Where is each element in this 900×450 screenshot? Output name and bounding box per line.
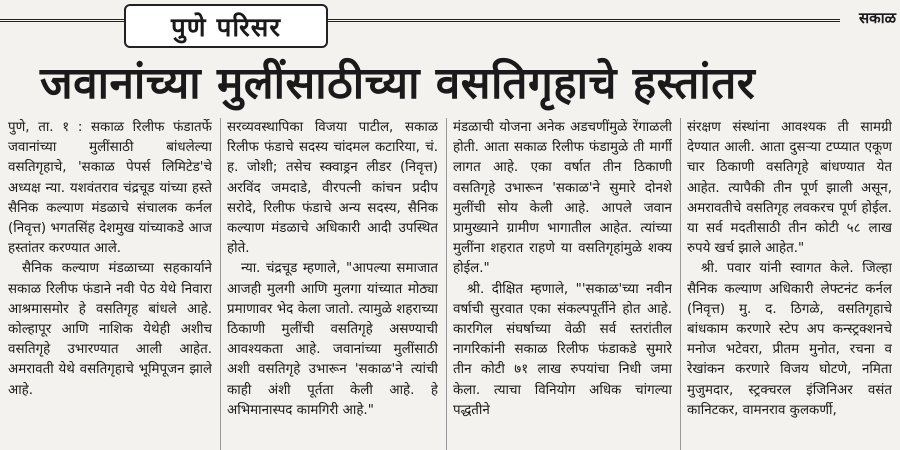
section-title: पुणे परिसर bbox=[124, 4, 328, 48]
article-column-1 bbox=[8, 118, 212, 450]
paragraph: श्री. दीक्षित म्हणाले, "'सकाळ'च्या नवीन वर्षाची सुरवात एका संकल्पपूर्तीने होत आहे. कारगिल संघर्षाच्या वेळी सर्व स्तरांतील नागरिकांनी सकाळ रिलीफ फंडाकडे सुमारे तीन कोटी ७१ लाख रुपयांचा निधी जमा केला. त्याचा विनियोग अधिक चांगल्या पद्धतीने bbox=[453, 281, 672, 418]
paragraph: मंडळाची योजना अनेक अडचणींमुळे रेंगाळली होती. आता सकाळ रिलीफ फंडामुळे ती मार्गी लागत आहे. एका वर्षात तीन ठिकाणी वसतिगृहे उभारून 'सकाळ'ने सुमारे दोनशे मुलींची सोय केली आहे. आपले जवान प्रामुख्याने ग्रामीण भागातील आहेत. त्यांच्या मुलींना शहरात राहणे या वसतिगृहांमुळे शक्य होईल." bbox=[453, 120, 672, 277]
article-column-4 bbox=[680, 118, 892, 450]
headline: जवानांच्या मुलींसाठीच्या वसतिगृहाचे हस्तांतर bbox=[40, 58, 756, 109]
paragraph: पुणे, ता. १ : सकाळ रिलीफ फंडातर्फे जवानांच्या मुलींसाठी बांधलेल्या वसतिगृहाचे, 'सकाळ पेपर्स लिमिटेड'चे अध्यक्ष न्या. यशवंतराव चंद्रचूड यांच्या हस्ते सैनिक कल्याण मंडळाचे संचालक कर्नल (निवृत्त) भगतसिंह देशमुख यांच्याकडे आज हस्तांतर करण्यात आले. bbox=[8, 120, 212, 257]
paragraph: श्री. पवार यांनी स्वागत केले. जिल्हा सैनिक कल्याण अधिकारी लेफ्टनंट कर्नल (निवृत्त) मु. द. ठिगळे, वसतिगृहाचे बांधकाम करणारे स्टेप अप कन्स्ट्रक्शनचे मनोज भटेवरा, प्रीतम मुनोत, रचना व रेखांकन करणारे विजय घोटणे, नमिता मुजुमदार, स्ट्रक्चरल इंजिनिअर वसंत कानिटकर, वामनराव कुलकर्णी, bbox=[687, 261, 892, 418]
header-rule-left bbox=[0, 19, 124, 22]
paragraph: सरव्यवस्थापिका विजया पाटील, सकाळ रिलीफ फंडाचे सदस्य चांदमल कटारिया, चं. ह. जोशी; तसेच स्क्वाड्रन लीडर (निवृत्त) अरविंद जमदाडे, वीरपत्नी कांचन प्रदीप सरोदे, रिलीफ फंडाचे अन्य सदस्य, सैनिक कल्याण मंडळाचे अधिकारी आदी उपस्थित होते. bbox=[227, 120, 438, 257]
paragraph: न्या. चंद्रचूड म्हणाले, "आपल्या समाजात आजही मुलगी आणि मुलगा यांच्यात मोठ्या प्रमाणावर भेद केला जातो. त्यामुळे शहराच्या ठिकाणी मुलींची वसतिगृहे असण्याची आवश्यकता आहे. जवानांच्या मुलींसाठी अशी वसतिगृहे उभारून 'सकाळ'ने त्यांची काही अंशी पूर्तता केली आहे. हे अभिमानास्पद कामगिरी आहे." bbox=[227, 261, 438, 418]
article-column-2 bbox=[220, 118, 438, 450]
masthead-label: सकाळ bbox=[859, 9, 896, 27]
paragraph: सैनिक कल्याण मंडळाच्या सहकार्याने सकाळ रिलीफ फंडाने नवी पेठ येथे निवारा आश्रमासमोर हे वसतिगृह बांधले आहे. कोल्हापूर आणि नाशिक येथेही अशीच वसतिगृहे उभारण्यात आली आहेत. अमरावती येथे वसतिगृहाचे भूमिपूजन झाले आहे. bbox=[8, 261, 212, 398]
paragraph: संरक्षण संस्थांना आवश्यक ती सामग्री देण्यात आली. आता दुसऱ्या टप्प्यात एकूण चार ठिकाणी वसतिगृहे बांधण्यात येत आहेत. त्यापैकी तीन पूर्ण झाली असून, अमरावतीचे वसतिगृह लवकरच पूर्ण होईल. या सर्व मदतीसाठी तीन कोटी ५८ लाख रुपये खर्च झाले आहेत." bbox=[687, 120, 892, 257]
article-body bbox=[8, 118, 896, 450]
article-column-3 bbox=[446, 118, 672, 450]
header-rule-right bbox=[326, 19, 840, 22]
